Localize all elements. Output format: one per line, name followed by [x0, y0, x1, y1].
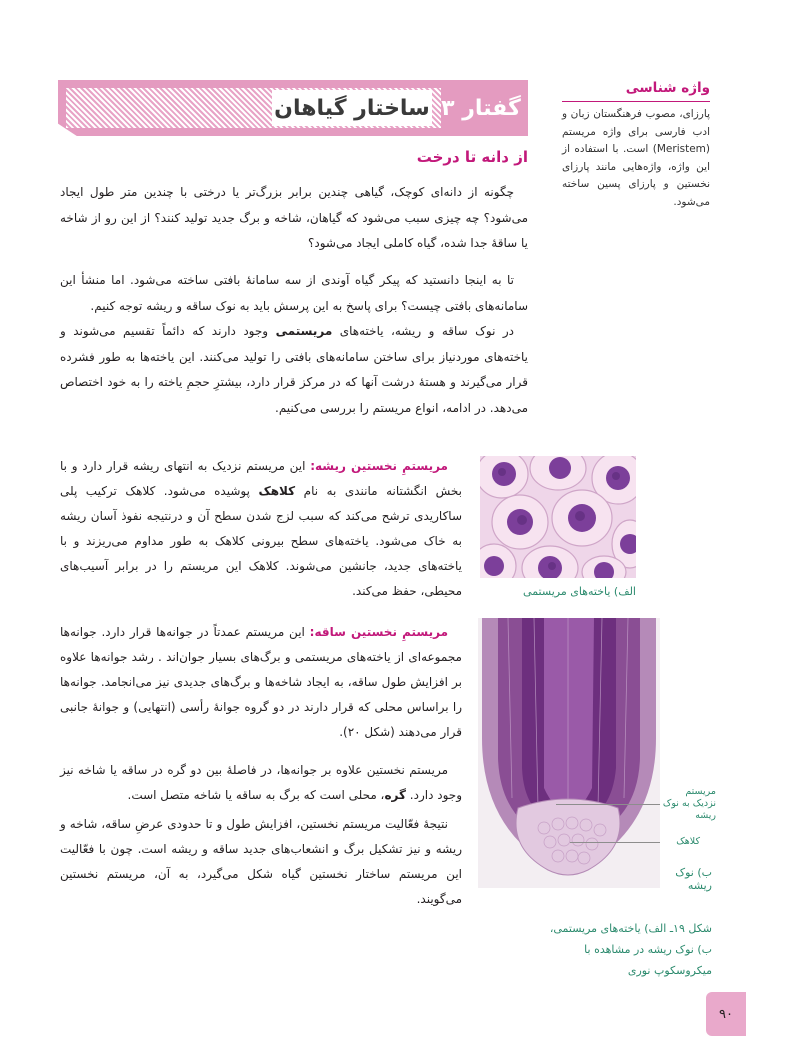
root-tip-micrograph	[478, 618, 660, 888]
figure-b-caption: ب) نوک ریشه	[675, 866, 712, 892]
term-root-meristem: مریستمِ نخستین ریشه:	[310, 459, 448, 473]
cap-pointer-line	[570, 842, 660, 843]
paragraph-intro: چگونه از دانه‌ای کوچک، گیاهی چندین برابر بزرگ‌تر یا درختی با چندین متر طول ایجاد می‌شود؟ چه چیزی سبب می‌شود که گیاهان، شاخه و برگ جدید تولید کنند؟ از این رو از شاخه یا ساقهٔ جدا شده، گیاه کاملی ایجاد می‌شود؟	[60, 185, 528, 250]
figure-caption: شکل ۱۹ـ الف) یاخته‌های مریستمی، ب) نوک ریشه در مشاهده با میکروسکوپ نوری	[549, 922, 712, 977]
glossary-body: پارزای، مصوب فرهنگستان زبان و ادب فارسی برای واژه مریستم (Meristem) است. با استفاده از این واژه، واژه‌هایی مانند پارزای نخستین و پارزای پسین ساخته می‌شود.	[562, 108, 710, 208]
root-meristem-text-b: پوشیده می‌شود. کلاهک ترکیب پلی ساکاریدی ترشح می‌کند که سبب لزج شدن سطح آن و درنتیجه نفوذ آسان ریشه به خاک می‌شود. یاخته‌های سطح بیرونی کلاهک به طور مداوم می‌ریزند و با یاخته‌های جدید، جانشین می‌شوند. کلاهک این مریستم را در برابر آسیب‌های محیطی، حفظ می‌کند.	[60, 484, 462, 598]
root-tip-illustration	[478, 618, 660, 888]
meristem-cells-micrograph	[480, 456, 636, 578]
paragraph-stem-meristem	[60, 620, 462, 745]
paragraph-meristem-text-a: در نوک ساقه و ریشه، یاخته‌های	[339, 324, 514, 338]
paragraph-primary-meristem-result: نتیجهٔ فعّالیت مریستم نخستین، افزایش طول و تا حدودی عرضِ ساقه، شاخه و ریشه و نیز تشکیل برگ و انشعاب‌های جدید ساقه و ریشه است. چون با فعّالیت این مریستم ساختار نخستین گیاه شکل می‌گیرد، به آن، مریستم نخستین می‌گویند.	[60, 817, 462, 906]
label-root-cap: کلاهک	[676, 836, 700, 847]
lesson-number: گفتار ۳	[441, 95, 521, 121]
node-text-a: مریستم نخستین علاوه بر جوانه‌ها، در فاصلهٔ بین دو گره در ساقه یا شاخه نیز وجود دارد.	[60, 763, 462, 802]
page-number: ۹۰	[706, 992, 746, 1036]
paragraph-root-meristem	[60, 454, 462, 604]
term-root-cap: کلاهک	[258, 484, 296, 498]
root-meristem-text-a: این مریستم نزدیک به انتهای ریشه قرار دارد و با بخش انگشتانه مانندی به نام	[60, 459, 462, 498]
meristem-cells-illustration	[480, 456, 636, 578]
paragraph-node	[60, 758, 462, 808]
node-text-b: ، محلی است که برگ به ساقه یا شاخه متصل است.	[127, 788, 385, 802]
term-stem-meristem: مریستمِ نخستین ساقه:	[309, 625, 448, 639]
paragraph-tissue-systems: تا به اینجا دانستید که پیکر گیاه آوندی از سه سامانهٔ بافتی ساخته می‌شود. اما منشأ این سامانه‌های بافتی چیست؟ برای پاسخ به این پرسش باید به نوک ساقه و ریشه توجه کنیم.	[60, 273, 528, 313]
paragraph-meristem-text-b: وجود دارند که دائماً تقسیم می‌شوند و یاخته‌های موردنیاز برای ساختن سامانه‌های بافتی را تولید می‌کنند. این یاخته‌ها به طور فشرده قرار می‌گیرند و هستهٔ درشت آنها که در مرکز قرار دارد، بیشترِ حجمِ یاخته را به خود اختصاص می‌دهد. در ادامه، انواع مریستم را بررسی می‌کنیم.	[60, 324, 528, 415]
glossary-divider	[562, 101, 710, 102]
glossary-title: واژه شناسی	[625, 80, 710, 96]
label-meristem-near-tip: مریستم نزدیک به نوک ریشه	[662, 786, 716, 821]
section-heading: از دانه تا درخت	[416, 148, 528, 166]
figure-a-caption: الف) یاخته‌های مریستمی	[523, 585, 636, 598]
term-node: گره	[384, 788, 406, 802]
lesson-title: ساختار گیاهان	[272, 90, 432, 126]
term-meristematic: مریستمی	[275, 324, 333, 338]
stem-meristem-text: این مریستم عمدتاً در جوانه‌ها قرار دارد. جوانه‌ها مجموعه‌ای از یاخته‌های مریستمی و برگ‌های بسیار جوان‌اند . رشد جوانه‌ها علاوه بر افزایش طول ساقه، به ایجاد شاخه‌ها و برگ‌های جدیدی نیز می‌انجامد. جوانه‌ها را براساس محلی که قرار دارند در دو گروه جوانهٔ رأسی (انتهایی) و جوانهٔ جانبی قرار می‌دهند (شکل ۲۰).	[60, 625, 462, 739]
meristem-pointer-line	[556, 804, 660, 805]
paragraph-meristem	[60, 319, 528, 421]
